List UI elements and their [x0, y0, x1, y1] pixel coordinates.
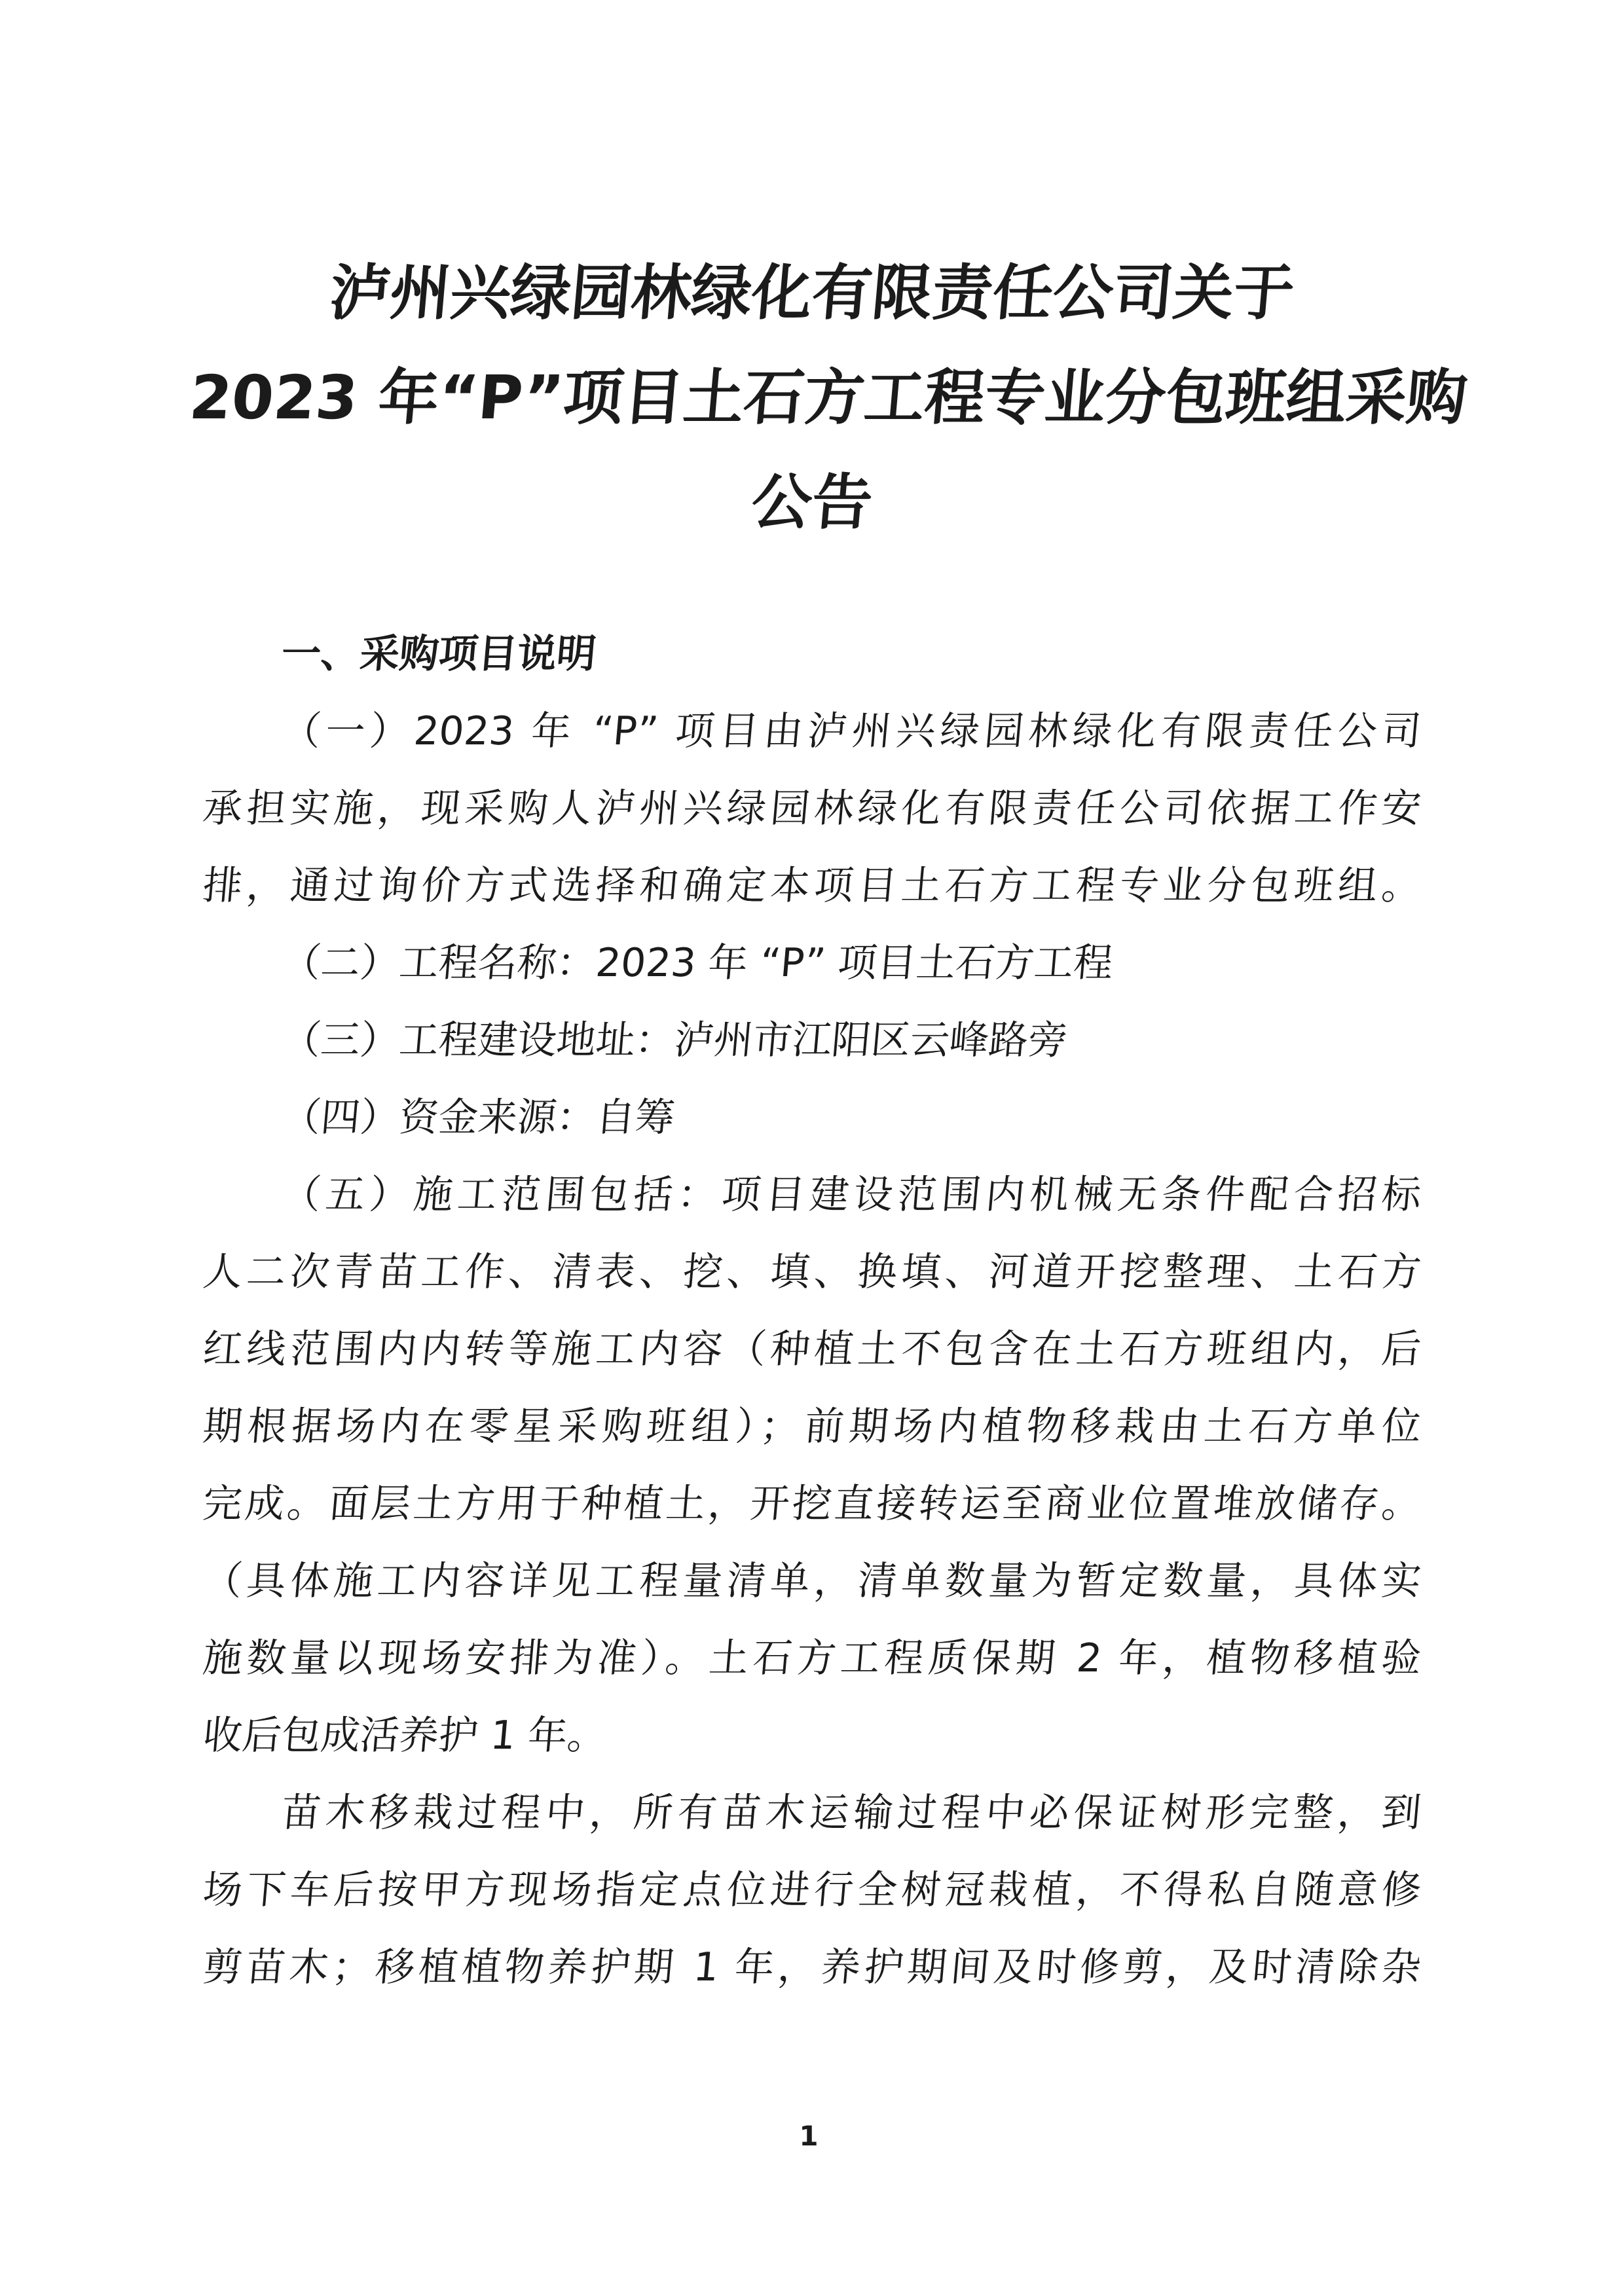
body-line: 红线范围内内转等施工内容（种植土不包含在土石方班组内，后	[200, 1326, 1424, 1372]
body-line: 排，通过询价方式选择和确定本项目土石方工程专业分包班组。	[200, 863, 1424, 909]
body-line: 人二次青苗工作、清表、挖、填、换填、河道开挖整理、土石方	[200, 1249, 1424, 1295]
body-line: （一）2023 年 “P” 项目由泸州兴绿园林绿化有限责任公司	[279, 708, 1424, 754]
body-line: （五）施工范围包括：项目建设范围内机械无条件配合招标	[279, 1172, 1424, 1218]
body-line: 期根据场内在零星采购班组）；前期场内植物移栽由土石方单位	[200, 1404, 1424, 1449]
body-line: （三）工程建设地址：泸州市江阳区云峰路旁	[279, 1017, 1070, 1063]
body-line: 完成。面层土方用于种植土，开挖直接转运至商业位置堆放储存。	[200, 1481, 1424, 1527]
body-line: 剪苗木；移植植物养护期 1 年，养护期间及时修剪，及时清除杂	[200, 1944, 1424, 1990]
section-heading: 一、采购项目说明	[279, 631, 599, 677]
title-line-3: 公告	[748, 467, 876, 538]
body-line: （四）资金来源：自筹	[279, 1095, 677, 1140]
body-line: （具体施工内容详见工程量清单，清单数量为暂定数量，具体实	[200, 1558, 1424, 1604]
title-line-2: 2023 年“P”项目土石方工程专业分包班组采购	[187, 363, 1470, 433]
document-body	[200, 615, 1424, 2006]
body-line: 场下车后按甲方现场指定点位进行全树冠栽植，不得私自随意修	[200, 1867, 1424, 1913]
page-number: 1	[799, 2120, 819, 2152]
body-line: 施数量以现场安排为准）。土石方工程质保期 2 年，植物移植验	[200, 1635, 1424, 1681]
body-line: 苗木移栽过程中，所有苗木运输过程中必保证树形完整，到	[279, 1790, 1424, 1836]
document-title	[187, 241, 1470, 555]
body-line: 承担实施，现采购人泸州兴绿园林绿化有限责任公司依据工作安	[200, 786, 1424, 831]
body-line: （二）工程名称：2023 年 “P” 项目土石方工程	[279, 940, 1115, 986]
body-line: 收后包成活养护 1 年。	[200, 1713, 609, 1758]
title-line-1: 泸州兴绿园林绿化有限责任公司关于	[327, 258, 1297, 328]
